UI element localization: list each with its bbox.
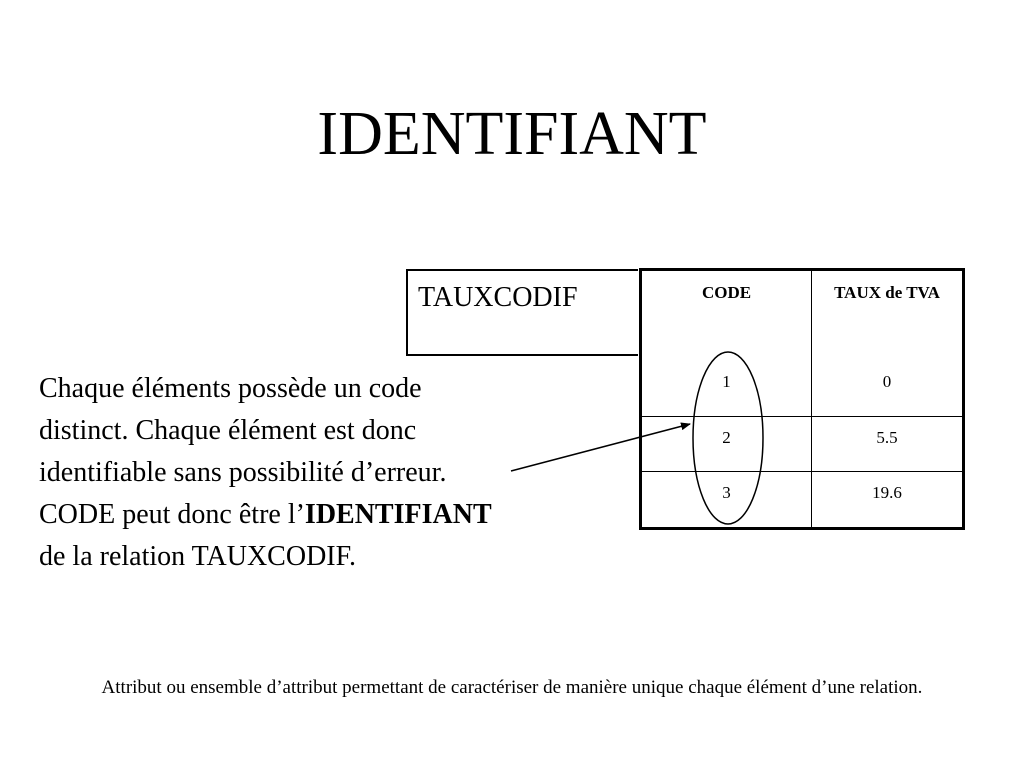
table-header-row <box>642 271 962 361</box>
cell-code: 2 <box>642 416 812 472</box>
description-text <box>39 368 509 578</box>
definition-text: Attribut ou ensemble d’attribut permettant de caractériser de manière unique chaque élément d’une relation. <box>101 677 923 698</box>
cell-taux: 19.6 <box>872 483 902 503</box>
tva-table <box>639 268 965 530</box>
header-code: CODE <box>642 271 812 361</box>
cell-taux: 5.5 <box>812 416 963 472</box>
description-text-end: de la relation TAUXCODIF. <box>39 541 356 572</box>
relation-name: TAUXCODIF <box>418 282 578 313</box>
description-highlight: IDENTIFIANT <box>304 499 492 530</box>
header-taux-tva: TAUX de TVA <box>834 283 940 302</box>
table-row <box>642 472 962 527</box>
table-row <box>642 416 962 472</box>
relation-name-box <box>406 269 638 356</box>
cell-code: 3 <box>642 472 812 527</box>
cell-code: 1 <box>642 361 812 416</box>
slide-title: IDENTIFIANT <box>317 100 707 168</box>
description-text-start: Chaque éléments possède un code distinct. Chaque élément est donc identifiable sans possibilité d’erreur. CODE peut donc être l’ <box>39 373 447 530</box>
table-row <box>642 361 962 416</box>
cell-taux: 0 <box>812 361 963 416</box>
